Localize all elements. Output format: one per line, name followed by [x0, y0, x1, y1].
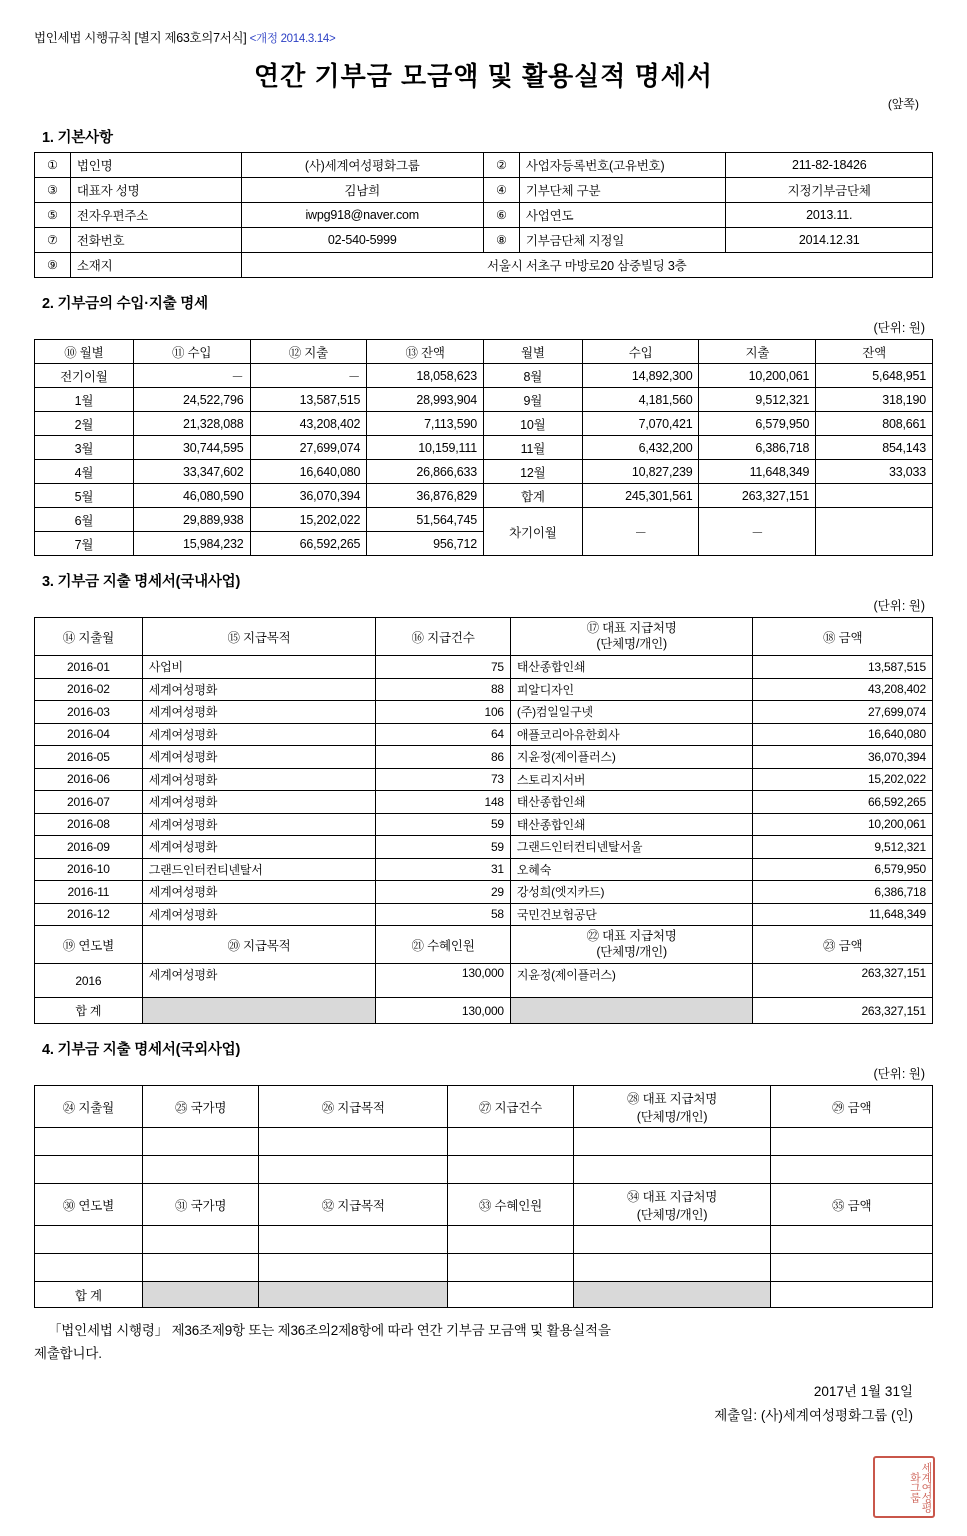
month-cell: 5월	[35, 484, 134, 508]
balance-cell: 318,190	[816, 388, 933, 412]
expense-payee: 태산종합인쇄	[510, 656, 752, 679]
total-purpose-empty	[142, 998, 375, 1024]
col-header: ㉕ 국가명	[142, 1086, 259, 1128]
col-header: 지출	[699, 340, 816, 364]
expense-cell: 15,202,022	[250, 508, 367, 532]
signature-area	[34, 1380, 933, 1429]
col-header-payee-sub: (단체명/개인)	[596, 636, 667, 651]
expense-payee: (주)컴일일구넷	[510, 701, 752, 724]
col-header-payee	[510, 926, 752, 964]
income-cell: 30,744,595	[133, 436, 250, 460]
balance-cell: 51,564,745	[367, 508, 484, 532]
empty-cell	[771, 1254, 933, 1282]
income-cell: 33,347,602	[133, 460, 250, 484]
table-row	[35, 791, 933, 814]
form-revision: <개정 2014.3.14>	[249, 33, 336, 45]
balance-cell	[816, 484, 933, 508]
expense-cell: 43,208,402	[250, 412, 367, 436]
table-row-address	[35, 253, 933, 278]
table-row	[35, 153, 933, 178]
field-value: 김남희	[241, 178, 483, 203]
expense-cell: 263,327,151	[699, 484, 816, 508]
table-header-row	[35, 340, 933, 364]
col-header-payee-sub: (단체명/개인)	[636, 1109, 708, 1124]
front-side-mark: (앞쪽)	[887, 97, 919, 111]
empty-cell	[142, 1226, 259, 1254]
table-header-row-year	[35, 926, 933, 964]
expense-count: 31	[376, 858, 511, 881]
field-value-address: 서울시 서초구 마방로20 삼중빌딩 3층	[241, 253, 932, 278]
expense-purpose: 세계여성평화	[142, 701, 375, 724]
empty-cell	[259, 1156, 448, 1184]
expense-purpose: 세계여성평화	[142, 903, 375, 926]
balance-cell: 854,143	[816, 436, 933, 460]
empty-cell	[259, 1128, 448, 1156]
expense-cell: 66,592,265	[250, 532, 367, 556]
expense-purpose: 세계여성평화	[142, 723, 375, 746]
month-cell: 11월	[483, 436, 582, 460]
table-row	[35, 460, 933, 484]
expense-month: 2016-05	[35, 746, 143, 769]
table-header-row	[35, 618, 933, 656]
empty-cell	[448, 1254, 574, 1282]
col-header: ⑭ 지출월	[35, 618, 143, 656]
col-header-payee	[573, 1184, 771, 1226]
field-number: ⑥	[483, 203, 519, 228]
col-header-payee	[510, 618, 752, 656]
table-row-total	[35, 1282, 933, 1308]
expense-count: 86	[376, 746, 511, 769]
expense-month: 2016-02	[35, 678, 143, 701]
col-header: ㉟ 금액	[771, 1184, 933, 1226]
table-row	[35, 813, 933, 836]
income-cell: 24,522,796	[133, 388, 250, 412]
expense-amount: 43,208,402	[753, 678, 933, 701]
col-header: ㉔ 지출월	[35, 1086, 143, 1128]
empty-cell	[35, 1254, 143, 1282]
carryover-label: 차기이월	[483, 508, 582, 556]
field-value: 02-540-5999	[241, 228, 483, 253]
expense-count: 75	[376, 656, 511, 679]
income-cell: 6,432,200	[582, 436, 699, 460]
col-header: ⑫ 지출	[250, 340, 367, 364]
empty-cell	[771, 1156, 933, 1184]
expense-amount: 9,512,321	[753, 836, 933, 859]
income-cell: 15,984,232	[133, 532, 250, 556]
field-label: 사업연도	[519, 203, 726, 228]
expense-month: 2016-06	[35, 768, 143, 791]
col-header: ⑳ 지급목적	[142, 926, 375, 964]
empty-cell	[573, 1254, 771, 1282]
expense-cell: －	[250, 364, 367, 388]
expense-payee: 지윤정(제이플러스)	[510, 746, 752, 769]
expense-payee: 오혜숙	[510, 858, 752, 881]
month-cell: 4월	[35, 460, 134, 484]
expense-cell: 6,579,950	[699, 412, 816, 436]
field-label: 기부금단체 지정일	[519, 228, 726, 253]
page-title: 연간 기부금 모금액 및 활용실적 명세서	[254, 61, 713, 91]
table-row	[35, 203, 933, 228]
empty-cell	[142, 1128, 259, 1156]
total-people: 130,000	[376, 998, 511, 1024]
expense-cell: 13,587,515	[250, 388, 367, 412]
section1-heading: 1. 기본사항	[42, 130, 113, 146]
month-cell: 8월	[483, 364, 582, 388]
total-payee-empty	[510, 998, 752, 1024]
expense-payee: 태산종합인쇄	[510, 791, 752, 814]
income-cell: 14,892,300	[582, 364, 699, 388]
col-header: ㉚ 연도별	[35, 1184, 143, 1226]
field-number: ①	[35, 153, 71, 178]
empty-cell	[35, 1156, 143, 1184]
form-code: 법인세법 시행규칙 [별지 제63호의7서식]	[34, 31, 247, 45]
empty-cell	[573, 1156, 771, 1184]
section2-unit: (단위: 원)	[873, 321, 925, 335]
empty-cell	[448, 1226, 574, 1254]
col-header: ⑪ 수입	[133, 340, 250, 364]
table-row	[35, 746, 933, 769]
table-row	[35, 678, 933, 701]
expense-count: 59	[376, 836, 511, 859]
field-label: 소재지	[70, 253, 241, 278]
table-row	[35, 836, 933, 859]
year-payee: 지윤정(제이플러스)	[510, 964, 752, 998]
field-label: 전자우편주소	[70, 203, 241, 228]
expense-amount: 13,587,515	[753, 656, 933, 679]
total-label: 합 계	[35, 998, 143, 1024]
section3-heading: 3. 기부금 지출 명세서(국내사업)	[42, 574, 241, 590]
field-label: 대표자 성명	[70, 178, 241, 203]
col-header: ⑩ 월별	[35, 340, 134, 364]
month-cell: 2월	[35, 412, 134, 436]
empty-cell	[448, 1156, 574, 1184]
total-amount	[771, 1282, 933, 1308]
footer-statement	[34, 1320, 933, 1366]
table-row	[35, 881, 933, 904]
year-cell: 2016	[35, 964, 143, 998]
income-cell: 29,889,938	[133, 508, 250, 532]
expense-purpose: 세계여성평화	[142, 678, 375, 701]
month-cell: 3월	[35, 436, 134, 460]
field-number: ④	[483, 178, 519, 203]
table-row	[35, 178, 933, 203]
expense-month: 2016-07	[35, 791, 143, 814]
table-row-empty	[35, 1254, 933, 1282]
field-number: ⑦	[35, 228, 71, 253]
expense-cell: 9,512,321	[699, 388, 816, 412]
col-header-payee-main: ㉞ 대표 지급처명	[627, 1189, 718, 1204]
table-row-empty	[35, 1156, 933, 1184]
form-code-line	[34, 28, 933, 46]
table-row	[35, 364, 933, 388]
empty-cell	[771, 1128, 933, 1156]
expense-purpose: 세계여성평화	[142, 836, 375, 859]
expense-amount: 66,592,265	[753, 791, 933, 814]
expense-cell: 36,070,394	[250, 484, 367, 508]
expense-amount: 15,202,022	[753, 768, 933, 791]
field-number: ⑨	[35, 253, 71, 278]
section4-unit: (단위: 원)	[873, 1067, 925, 1081]
empty-cell	[448, 1128, 574, 1156]
expense-payee: 그랜드인터컨티넨탈서울	[510, 836, 752, 859]
empty-cell	[35, 1128, 143, 1156]
income-cell: 4,181,560	[582, 388, 699, 412]
col-header: ㉙ 금액	[771, 1086, 933, 1128]
expense-purpose: 세계여성평화	[142, 881, 375, 904]
col-header: ㉜ 지급목적	[259, 1184, 448, 1226]
balance-cell: 18,058,623	[367, 364, 484, 388]
field-value: 지정기부금단체	[726, 178, 933, 203]
col-header: ⑱ 금액	[753, 618, 933, 656]
footer-line-2: 제출합니다.	[34, 1345, 102, 1361]
table-row	[35, 484, 933, 508]
basic-info-table	[34, 152, 933, 278]
expense-month: 2016-01	[35, 656, 143, 679]
table-row	[35, 228, 933, 253]
total-people	[448, 1282, 574, 1308]
empty-cell	[573, 1128, 771, 1156]
expense-month: 2016-03	[35, 701, 143, 724]
field-number: ⑤	[35, 203, 71, 228]
total-label: 합 계	[35, 1282, 143, 1308]
balance-cell: 36,876,829	[367, 484, 484, 508]
income-cell: －	[133, 364, 250, 388]
expense-count: 106	[376, 701, 511, 724]
table-row	[35, 656, 933, 679]
balance-cell: 33,033	[816, 460, 933, 484]
table-row-year	[35, 964, 933, 998]
table-row	[35, 508, 933, 532]
expense-payee: 태산종합인쇄	[510, 813, 752, 836]
year-purpose: 세계여성평화	[142, 964, 375, 998]
expense-month: 2016-09	[35, 836, 143, 859]
col-header-payee-sub: (단체명/개인)	[636, 1207, 708, 1222]
expense-purpose: 그랜드인터컨티넨탈서	[142, 858, 375, 881]
footer-line-1: 「법인세법 시행령」 제36조제9항 또는 제36조의2제8항에 따라 연간 기부금 모금액 및 활용실적을	[48, 1323, 611, 1338]
field-value: 2013.11.	[726, 203, 933, 228]
col-header-payee-main: ㉘ 대표 지급처명	[627, 1091, 718, 1106]
total-empty	[142, 1282, 259, 1308]
expense-cell: 10,200,061	[699, 364, 816, 388]
col-header: 수입	[582, 340, 699, 364]
col-header: ㉑ 수혜인원	[376, 926, 511, 964]
expense-count: 148	[376, 791, 511, 814]
col-header: ⑮ 지급목적	[142, 618, 375, 656]
empty-cell	[771, 1226, 933, 1254]
empty-cell	[142, 1254, 259, 1282]
field-label: 법인명	[70, 153, 241, 178]
expense-purpose: 사업비	[142, 656, 375, 679]
total-amount: 263,327,151	[753, 998, 933, 1024]
col-header-payee-main: ㉒ 대표 지급처명	[586, 928, 677, 943]
field-value: (사)세계여성평화그룹	[241, 153, 483, 178]
total-empty	[573, 1282, 771, 1308]
income-cell: 10,827,239	[582, 460, 699, 484]
col-header: ⑯ 지급건수	[376, 618, 511, 656]
balance-cell: 7,113,590	[367, 412, 484, 436]
expense-payee: 강성희(엣지카드)	[510, 881, 752, 904]
expense-count: 59	[376, 813, 511, 836]
table-row-empty	[35, 1226, 933, 1254]
table-row-empty	[35, 1128, 933, 1156]
expense-amount: 11,648,349	[753, 903, 933, 926]
balance-cell: 10,159,111	[367, 436, 484, 460]
month-cell: 6월	[35, 508, 134, 532]
expense-month: 2016-12	[35, 903, 143, 926]
col-header: 잔액	[816, 340, 933, 364]
expense-amount: 36,070,394	[753, 746, 933, 769]
field-value: 2014.12.31	[726, 228, 933, 253]
col-header: ㉛ 국가명	[142, 1184, 259, 1226]
table-row-total	[35, 998, 933, 1024]
expense-month: 2016-08	[35, 813, 143, 836]
expense-payee: 애플코리아유한회사	[510, 723, 752, 746]
expense-count: 88	[376, 678, 511, 701]
table-row	[35, 388, 933, 412]
income-cell: 21,328,088	[133, 412, 250, 436]
table-row	[35, 903, 933, 926]
expense-cell: 16,640,080	[250, 460, 367, 484]
table-row	[35, 436, 933, 460]
table-row	[35, 768, 933, 791]
col-header-payee-main: ⑰ 대표 지급처명	[586, 620, 677, 635]
col-header: ㉝ 수혜인원	[448, 1184, 574, 1226]
table-row	[35, 723, 933, 746]
expense-count: 58	[376, 903, 511, 926]
section3-unit: (단위: 원)	[873, 599, 925, 613]
expense-count: 64	[376, 723, 511, 746]
expense-count: 29	[376, 881, 511, 904]
field-value: 211-82-18426	[726, 153, 933, 178]
carryover-income: －	[582, 508, 699, 556]
month-cell: 전기이월	[35, 364, 134, 388]
col-header-payee	[573, 1086, 771, 1128]
expense-month: 2016-04	[35, 723, 143, 746]
col-header: ⑬ 잔액	[367, 340, 484, 364]
expense-amount: 10,200,061	[753, 813, 933, 836]
expense-count: 73	[376, 768, 511, 791]
expense-purpose: 세계여성평화	[142, 768, 375, 791]
income-expense-table	[34, 339, 933, 556]
col-header: ㉗ 지급건수	[448, 1086, 574, 1128]
month-cell: 1월	[35, 388, 134, 412]
field-label: 사업자등록번호(고유번호)	[519, 153, 726, 178]
carryover-expense: －	[699, 508, 816, 556]
table-row	[35, 412, 933, 436]
year-amount: 263,327,151	[753, 964, 933, 998]
year-people: 130,000	[376, 964, 511, 998]
col-header: 월별	[483, 340, 582, 364]
col-header-payee-sub: (단체명/개인)	[596, 944, 667, 959]
field-label: 기부단체 구분	[519, 178, 726, 203]
balance-cell: 5,648,951	[816, 364, 933, 388]
foreign-expense-table	[34, 1085, 933, 1308]
col-header: ㉓ 금액	[753, 926, 933, 964]
balance-cell: 808,661	[816, 412, 933, 436]
month-cell: 7월	[35, 532, 134, 556]
total-empty	[259, 1282, 448, 1308]
expense-cell: 11,648,349	[699, 460, 816, 484]
table-header-row	[35, 1086, 933, 1128]
field-number: ③	[35, 178, 71, 203]
expense-month: 2016-10	[35, 858, 143, 881]
empty-cell	[259, 1254, 448, 1282]
official-seal-stamp: 세계여성평화그룹	[873, 1456, 935, 1518]
expense-purpose: 세계여성평화	[142, 791, 375, 814]
expense-purpose: 세계여성평화	[142, 813, 375, 836]
carryover-balance	[816, 508, 933, 556]
expense-amount: 16,640,080	[753, 723, 933, 746]
expense-cell: 27,699,074	[250, 436, 367, 460]
balance-cell: 28,993,904	[367, 388, 484, 412]
empty-cell	[259, 1226, 448, 1254]
col-header: ㉖ 지급목적	[259, 1086, 448, 1128]
col-header: ⑲ 연도별	[35, 926, 143, 964]
section2-heading: 2. 기부금의 수입·지출 명세	[42, 296, 208, 312]
expense-payee: 스토리지서버	[510, 768, 752, 791]
submitter-line: 제출일: (사)세계여성평화그룹 (인)	[714, 1408, 913, 1424]
expense-payee: 국민건보험공단	[510, 903, 752, 926]
table-row	[35, 701, 933, 724]
month-cell: 12월	[483, 460, 582, 484]
domestic-expense-table	[34, 617, 933, 1024]
expense-amount: 27,699,074	[753, 701, 933, 724]
table-header-row-year	[35, 1184, 933, 1226]
empty-cell	[35, 1226, 143, 1254]
month-cell: 10월	[483, 412, 582, 436]
expense-amount: 6,386,718	[753, 881, 933, 904]
field-label: 전화번호	[70, 228, 241, 253]
balance-cell: 26,866,633	[367, 460, 484, 484]
expense-payee: 피알디자인	[510, 678, 752, 701]
income-cell: 245,301,561	[582, 484, 699, 508]
submission-date: 2017년 1월 31일	[813, 1383, 913, 1399]
section4-heading: 4. 기부금 지출 명세서(국외사업)	[42, 1042, 241, 1058]
field-value: iwpg918@naver.com	[241, 203, 483, 228]
table-row	[35, 858, 933, 881]
expense-cell: 6,386,718	[699, 436, 816, 460]
month-cell: 합계	[483, 484, 582, 508]
expense-month: 2016-11	[35, 881, 143, 904]
income-cell: 7,070,421	[582, 412, 699, 436]
balance-cell: 956,712	[367, 532, 484, 556]
expense-purpose: 세계여성평화	[142, 746, 375, 769]
month-cell: 9월	[483, 388, 582, 412]
expense-amount: 6,579,950	[753, 858, 933, 881]
income-cell: 46,080,590	[133, 484, 250, 508]
field-number: ②	[483, 153, 519, 178]
field-number: ⑧	[483, 228, 519, 253]
empty-cell	[142, 1156, 259, 1184]
empty-cell	[573, 1226, 771, 1254]
